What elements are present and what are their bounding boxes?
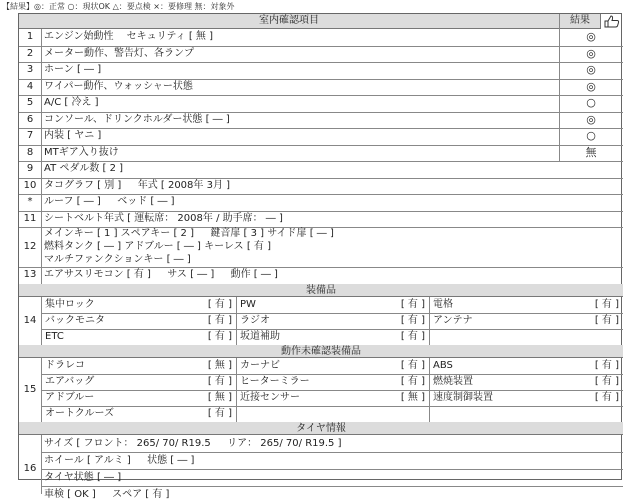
equipment-value: [ 有 ]	[594, 359, 619, 371]
equipment-label: アドブルー	[45, 391, 95, 403]
detail-row-number: 9	[26, 163, 34, 174]
check-row-number: 2	[26, 47, 34, 59]
equipment-label: ABS	[433, 359, 453, 371]
equipment-label: 電格	[433, 298, 453, 310]
tire-number: 16	[23, 462, 37, 474]
equipment-label: ラジオ	[240, 314, 270, 326]
check-row-result: ◎	[586, 30, 596, 43]
check-row-text: エンジン始動性 セキュリティ [ 無 ]	[44, 31, 214, 42]
unverified-header-number: 15	[23, 383, 37, 395]
equipment-value: [ 有 ]	[207, 375, 232, 387]
equipment-value: [ 有 ]	[400, 330, 425, 342]
equipment-label: オートクルーズ	[45, 407, 114, 419]
equipment-label: 速度制御装置	[433, 391, 493, 403]
inspection-sheet	[18, 13, 622, 500]
detail-row-number: *	[27, 196, 33, 207]
equipment-label: カーナビ	[240, 359, 280, 371]
column-divider	[236, 358, 237, 422]
check-row-result: ◎	[586, 112, 596, 126]
equipment-label: アンテナ	[433, 314, 473, 326]
check-row-number: 4	[26, 80, 34, 92]
equipment-value: [ 有 ]	[400, 375, 425, 387]
equipment-label: 燃焼装置	[433, 375, 473, 387]
check-row-text: A/C [ 冷え ]	[44, 97, 99, 108]
key-row-line: 燃料タンク [ ― ] アドブルー [ ― ] キーレス [ 有 ]	[44, 241, 271, 252]
detail-row-text: ルーフ [ ― ] ベッド [ ― ]	[44, 196, 175, 207]
detail-row-text: シートベルト年式 [ 運転席： 2008年 / 助手席： ― ]	[44, 212, 283, 224]
thumbs-up-icon	[600, 14, 622, 29]
equipment-value: [ 有 ]	[207, 330, 232, 342]
check-row-result: ○	[586, 129, 596, 142]
column-divider	[429, 297, 430, 345]
equipment-label: 坂道補助	[240, 330, 280, 342]
column-divider	[41, 161, 42, 284]
detail-row-text: AT ペダル数 [ 2 ]	[44, 163, 124, 174]
equipment-header: 装備品	[19, 284, 623, 297]
column-divider	[41, 435, 42, 495]
unverified-header: 動作未確認装備品	[19, 345, 623, 358]
equipment-label: エアバッグ	[45, 375, 95, 387]
equipment-label: ETC	[45, 330, 64, 342]
check-row-text: 内装 [ ヤニ ]	[44, 130, 102, 141]
equipment-value: [ 無 ]	[207, 391, 232, 403]
equipment-header-number: 14	[23, 314, 37, 326]
check-row-text: コンソール、ドリンクホルダー状態 [ ― ]	[44, 113, 230, 125]
column-divider	[236, 297, 237, 345]
column-divider	[559, 14, 560, 161]
check-row-text: ホーン [ ― ]	[44, 64, 102, 75]
result-header: 結果	[559, 14, 600, 29]
equipment-value: [ 有 ]	[207, 314, 232, 326]
tire-line: 車検 [ OK ] スペア [ 有 ]	[44, 488, 170, 500]
equipment-value: [ 有 ]	[207, 298, 232, 310]
column-divider	[41, 297, 42, 345]
equipment-value: [ 有 ]	[594, 298, 619, 310]
column-divider	[41, 29, 42, 161]
check-row-number: 6	[26, 113, 34, 125]
column-divider	[429, 358, 430, 422]
equipment-value: [ 無 ]	[400, 391, 425, 403]
check-row-number: 7	[26, 130, 34, 141]
check-row-result: ◎	[586, 46, 596, 60]
check-row-number: 1	[26, 31, 34, 42]
check-row-text: メーター動作、警告灯、各ランプ	[44, 47, 194, 59]
column-divider	[41, 358, 42, 422]
check-row-text: MTギア入り抜け	[44, 146, 119, 158]
air-suspension-row-number: 13	[23, 269, 37, 280]
detail-row-text: タコグラフ [ 別 ] 年式 [ 2008年 3月 ]	[44, 179, 231, 191]
equipment-label: ドラレコ	[45, 359, 85, 371]
equipment-value: [ 有 ]	[400, 298, 425, 310]
equipment-label: ヒーターミラー	[240, 375, 310, 387]
key-row-line: マルチファンクションキー [ ― ]	[44, 254, 191, 265]
equipment-label: 近接センサー	[240, 391, 300, 403]
result-legend: 【結果】◎：正常 ○：現状OK △：要点検 ×：要修理 無：対象外	[2, 2, 235, 11]
tire-header: タイヤ情報	[19, 422, 623, 435]
tire-line: ホイール [ アルミ ] 状態 [ ― ]	[44, 454, 195, 466]
equipment-label: バックモニタ	[45, 314, 105, 326]
tire-line: サイズ [ フロント： 265/ 70/ R19.5 リア： 265/ 70/ R19.5 ]	[44, 437, 342, 449]
equipment-label: 集中ロック	[45, 298, 95, 310]
check-row-number: 3	[26, 64, 34, 75]
check-row-text: ワイパー動作、ウォッシャー状態	[44, 80, 193, 92]
key-row-number: 12	[23, 240, 37, 252]
air-suspension-row-text: エアサスリモコン [ 有 ] サス [ ― ] 動作 [ ― ]	[44, 269, 278, 280]
check-row-result: ◎	[586, 79, 596, 93]
check-row-number: 8	[26, 146, 34, 158]
detail-row-number: 10	[23, 179, 37, 191]
equipment-value: [ 有 ]	[594, 314, 619, 326]
tire-line: タイヤ状態 [ ― ]	[44, 471, 122, 483]
equipment-value: [ 無 ]	[207, 359, 232, 371]
check-row-result: 無	[585, 145, 597, 159]
equipment-value: [ 有 ]	[594, 375, 619, 387]
detail-row-number: 11	[23, 212, 37, 224]
equipment-label: PW	[240, 298, 256, 310]
interior-check-header: 室内確認項目	[19, 14, 559, 29]
equipment-value: [ 有 ]	[400, 359, 425, 371]
key-row-line: メインキー [ 1 ] スペアキー [ 2 ] 鍵音扉 [ 3 ] サイド扉 [ ― ]	[44, 228, 334, 239]
check-row-result: ○	[586, 96, 596, 109]
equipment-value: [ 有 ]	[207, 407, 232, 419]
equipment-value: [ 有 ]	[594, 391, 619, 403]
check-row-result: ◎	[586, 63, 596, 76]
check-row-number: 5	[26, 97, 34, 108]
equipment-value: [ 有 ]	[400, 314, 425, 326]
